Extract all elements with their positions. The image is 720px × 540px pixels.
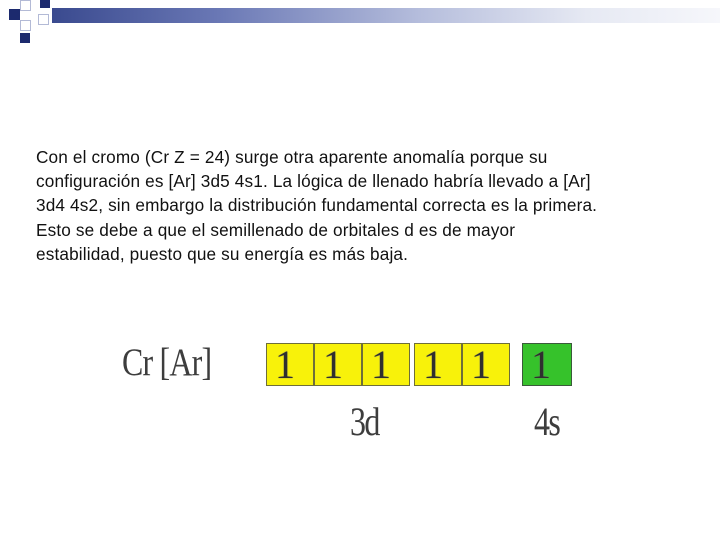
- orbital-diagram: [110, 330, 590, 460]
- paragraph-line: Esto se debe a que el semillenado de orbitales d es de mayor: [36, 219, 516, 240]
- orbital-box-3d: 1: [462, 343, 510, 386]
- orbital-box-3d: 1: [362, 343, 410, 386]
- slide-paragraph: [36, 145, 696, 266]
- element-config-label: Cr [Ar]: [122, 341, 212, 384]
- orbital-box-3d: 1: [414, 343, 462, 386]
- paragraph-line: 3d4 4s2, sin embargo la distribución fundamental correcta es la primera.: [36, 195, 598, 216]
- square-light: [20, 20, 31, 31]
- orbital-box-3d: 1: [266, 343, 314, 386]
- paragraph-line: configuración es [Ar] 3d5 4s1. La lógica de llenado habría llevado a [Ar]: [36, 171, 591, 192]
- square-dark: [20, 33, 30, 43]
- label-3d: 3d: [350, 399, 379, 444]
- square-dark: [40, 0, 50, 8]
- paragraph-line: Con el cromo (Cr Z = 24) surge otra aparente anomalía porque su: [36, 147, 548, 167]
- paragraph-line: estabilidad, puesto que su energía es más baja.: [36, 243, 409, 264]
- label-4s: 4s: [534, 399, 560, 444]
- header-gradient-bar: [52, 8, 720, 23]
- square-light: [38, 14, 49, 25]
- orbital-box-3d: 1: [314, 343, 362, 386]
- decorative-squares: [0, 0, 60, 50]
- orbital-box-4s: 1: [522, 343, 572, 386]
- square-light: [20, 0, 31, 11]
- square-dark: [9, 9, 20, 20]
